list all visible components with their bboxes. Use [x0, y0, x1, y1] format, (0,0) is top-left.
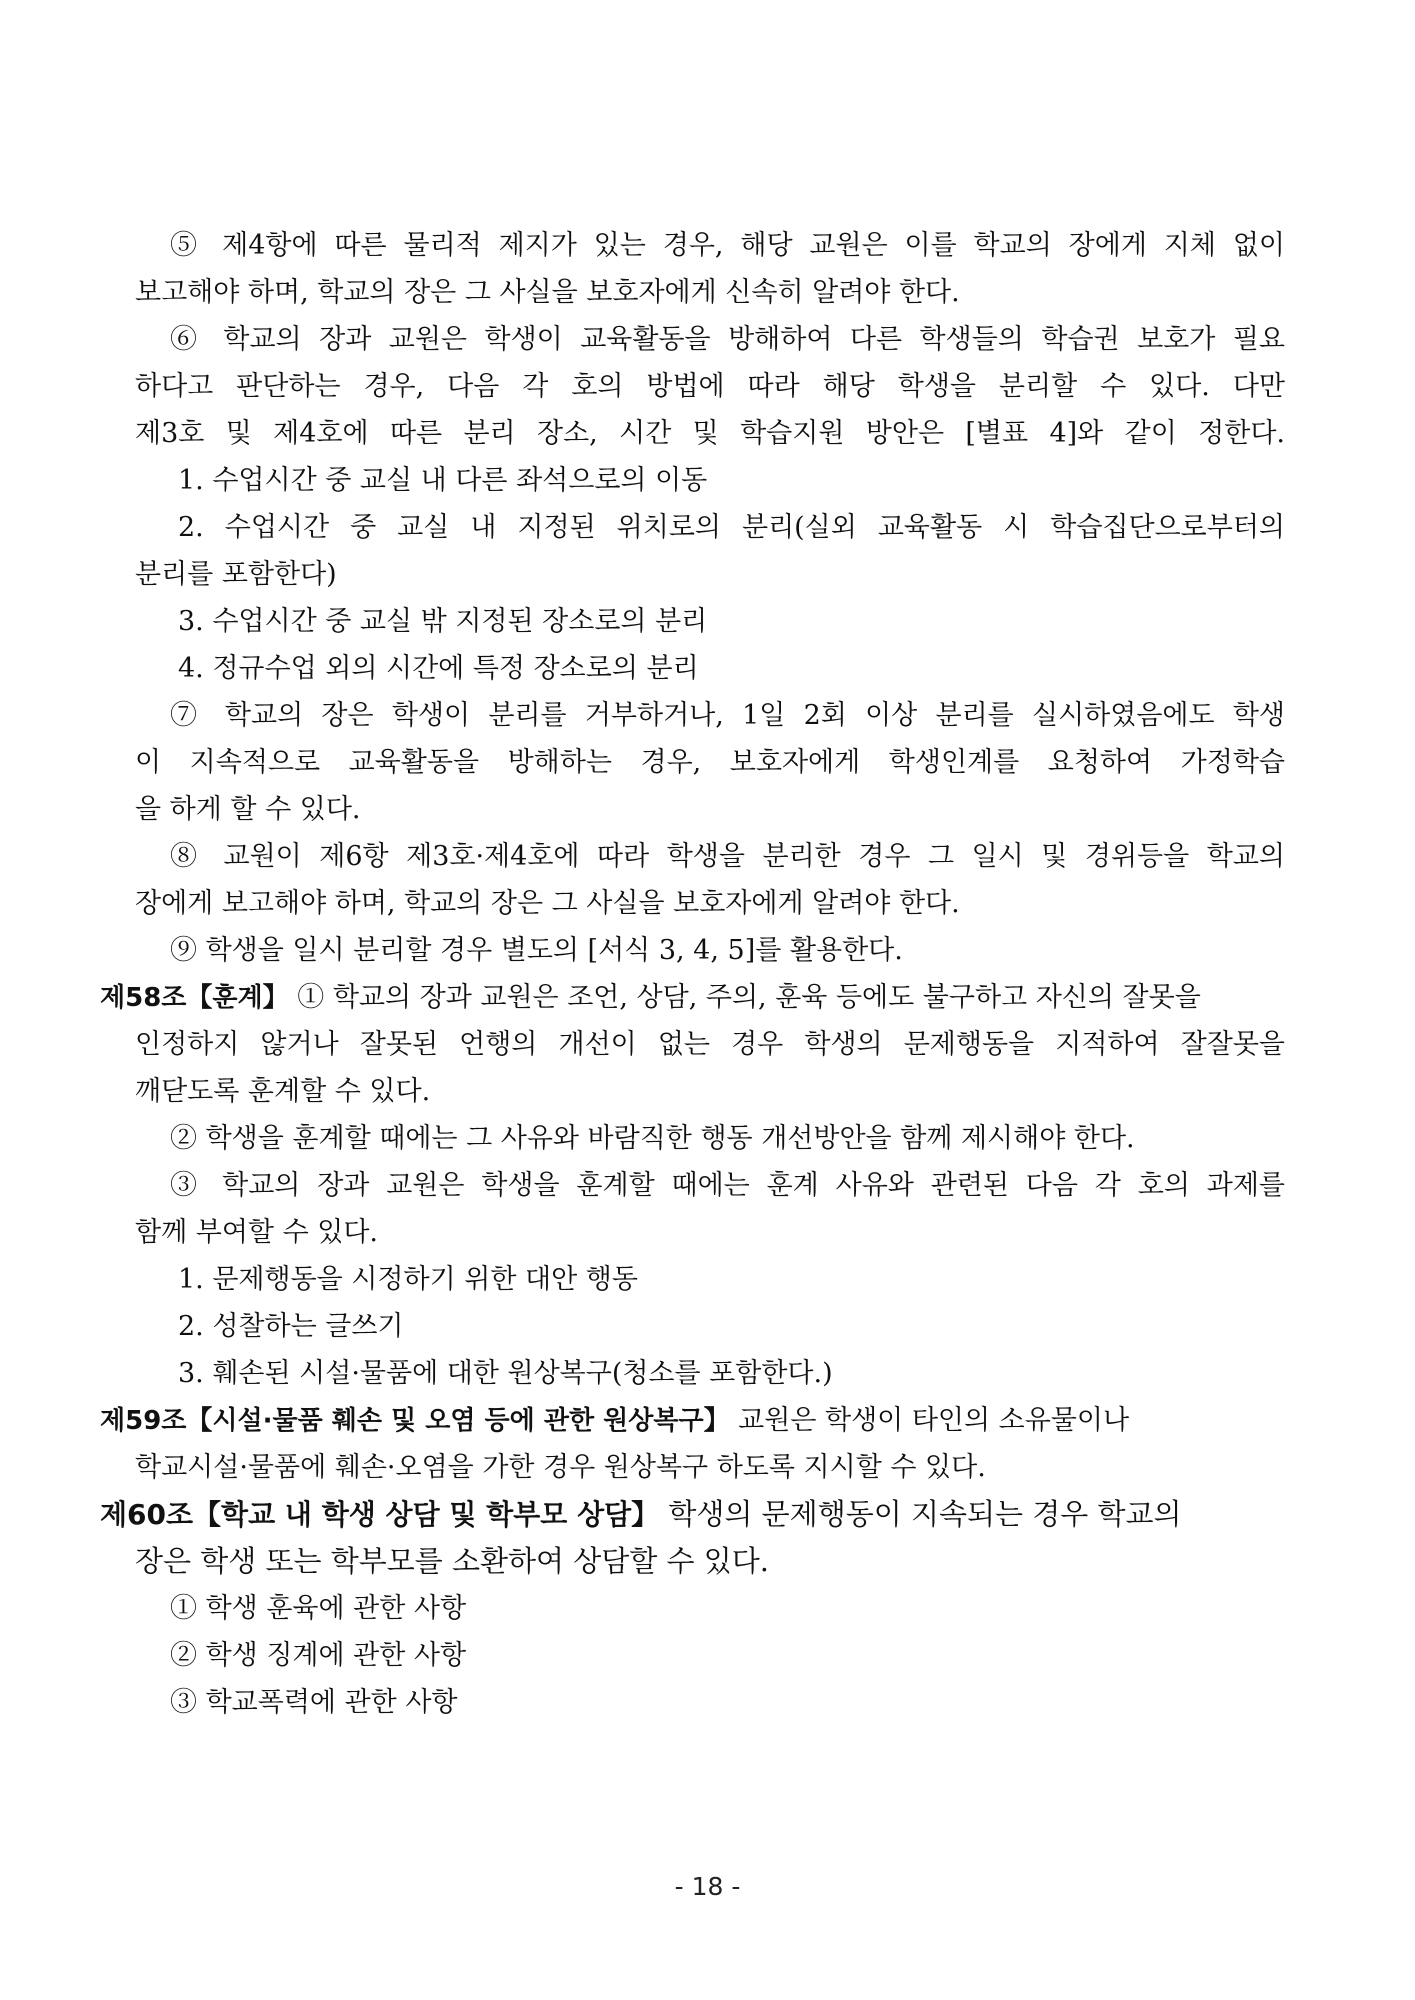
article-60-line-1	[100, 1491, 1285, 1538]
document-body	[100, 222, 1285, 1726]
article-58-item-1: 1. 문제행동을 시정하기 위한 대안 행동	[178, 1264, 638, 1295]
paragraph-7-line-1: ⑦ 학교의 장은 학생이 분리를 거부하거나, 1일 2회 이상 분리를 실시하였음에도 학생	[170, 700, 1285, 731]
article-60-line-2: 장은 학생 또는 학부모를 소환하여 상담할 수 있다.	[135, 1544, 770, 1578]
page-number: - 18 -	[674, 1872, 741, 1901]
article-58-line-3: 깨닫도록 훈계할 수 있다.	[135, 1076, 431, 1107]
article-58-paragraph-3-line-2: 함께 부여할 수 있다.	[135, 1217, 378, 1248]
article-60-item-3: ③ 학교폭력에 관한 사항	[170, 1687, 458, 1718]
paragraph-9: ⑨ 학생을 일시 분리할 경우 별도의 [서식 3, 4, 5]를 활용한다.	[170, 935, 903, 966]
paragraph-6-line-2: 하다고 판단하는 경우, 다음 각 호의 방법에 따라 해당 학생을 분리할 수 있다. 다만	[135, 371, 1285, 402]
paragraph-8-line-2: 장에게 보고해야 하며, 학교의 장은 그 사실을 보호자에게 알려야 한다.	[135, 888, 960, 919]
item-2-line-2: 분리를 포함한다)	[135, 559, 337, 590]
item-4: 4. 정규수업 외의 시간에 특정 장소로의 분리	[178, 653, 699, 684]
item-2-line-1: 2. 수업시간 중 교실 내 지정된 위치로의 분리(실외 교육활동 시 학습집단으로부터의	[178, 512, 1285, 543]
article-59-line-2: 학교시설·물품에 훼손·오염을 가한 경우 원상복구 하도록 지시할 수 있다.	[135, 1452, 986, 1483]
article-60-text-1: 학생의 문제행동이 지속되는 경우 학교의	[659, 1497, 1182, 1531]
article-59-line-1	[100, 1397, 1285, 1444]
article-60-item-2: ② 학생 징계에 관한 사항	[170, 1640, 467, 1671]
article-58-title: 제58조【훈계】	[100, 983, 289, 1013]
article-60-item-1: ① 학생 훈육에 관한 사항	[170, 1593, 467, 1624]
paragraph-7-line-2: 이 지속적으로 교육활동을 방해하는 경우, 보호자에게 학생인계를 요청하여 가정학습	[135, 747, 1285, 778]
article-58-line-2: 인정하지 않거나 잘못된 언행의 개선이 없는 경우 학생의 문제행동을 지적하여 잘잘못을	[135, 1029, 1285, 1060]
item-3: 3. 수업시간 중 교실 밖 지정된 장소로의 분리	[178, 606, 708, 637]
article-60-title: 제60조【학교 내 학생 상담 및 학부모 상담】	[100, 1498, 660, 1531]
article-59-text-1: 교원은 학생이 타인의 소유물이나	[729, 1405, 1130, 1436]
article-58-item-2: 2. 성찰하는 글쓰기	[178, 1311, 404, 1342]
article-59-title: 제59조【시설·물품 훼손 및 오염 등에 관한 원상복구】	[100, 1406, 730, 1436]
paragraph-6-line-1: ⑥ 학교의 장과 교원은 학생이 교육활동을 방해하여 다른 학생들의 학습권 보호가 필요	[170, 324, 1285, 355]
item-1: 1. 수업시간 중 교실 내 다른 좌석으로의 이동	[178, 465, 708, 496]
article-58-item-3: 3. 훼손된 시설·물품에 대한 원상복구(청소를 포함한다.)	[178, 1358, 833, 1389]
article-58-text-1: ① 학교의 장과 교원은 조언, 상담, 주의, 훈육 등에도 불구하고 자신의 잘못을	[288, 982, 1201, 1013]
article-58-line-1	[100, 974, 1285, 1021]
paragraph-5-line-2: 보고해야 하며, 학교의 장은 그 사실을 보호자에게 신속히 알려야 한다.	[135, 277, 960, 308]
paragraph-8-line-1: ⑧ 교원이 제6항 제3호·제4호에 따라 학생을 분리한 경우 그 일시 및 경위등을 학교의	[170, 841, 1285, 872]
paragraph-6-line-3: 제3호 및 제4호에 따른 분리 장소, 시간 및 학습지원 방안은 [별표 4]와 같이 정한다.	[135, 418, 1285, 449]
paragraph-7-line-3: 을 하게 할 수 있다.	[135, 794, 361, 825]
article-58-paragraph-3-line-1: ③ 학교의 장과 교원은 학생을 훈계할 때에는 훈계 사유와 관련된 다음 각 호의 과제를	[170, 1170, 1285, 1201]
paragraph-5-line-1: ⑤ 제4항에 따른 물리적 제지가 있는 경우, 해당 교원은 이를 학교의 장에게 지체 없이	[170, 230, 1285, 261]
article-58-paragraph-2: ② 학생을 훈계할 때에는 그 사유와 바람직한 행동 개선방안을 함께 제시해야 한다.	[170, 1123, 1135, 1154]
